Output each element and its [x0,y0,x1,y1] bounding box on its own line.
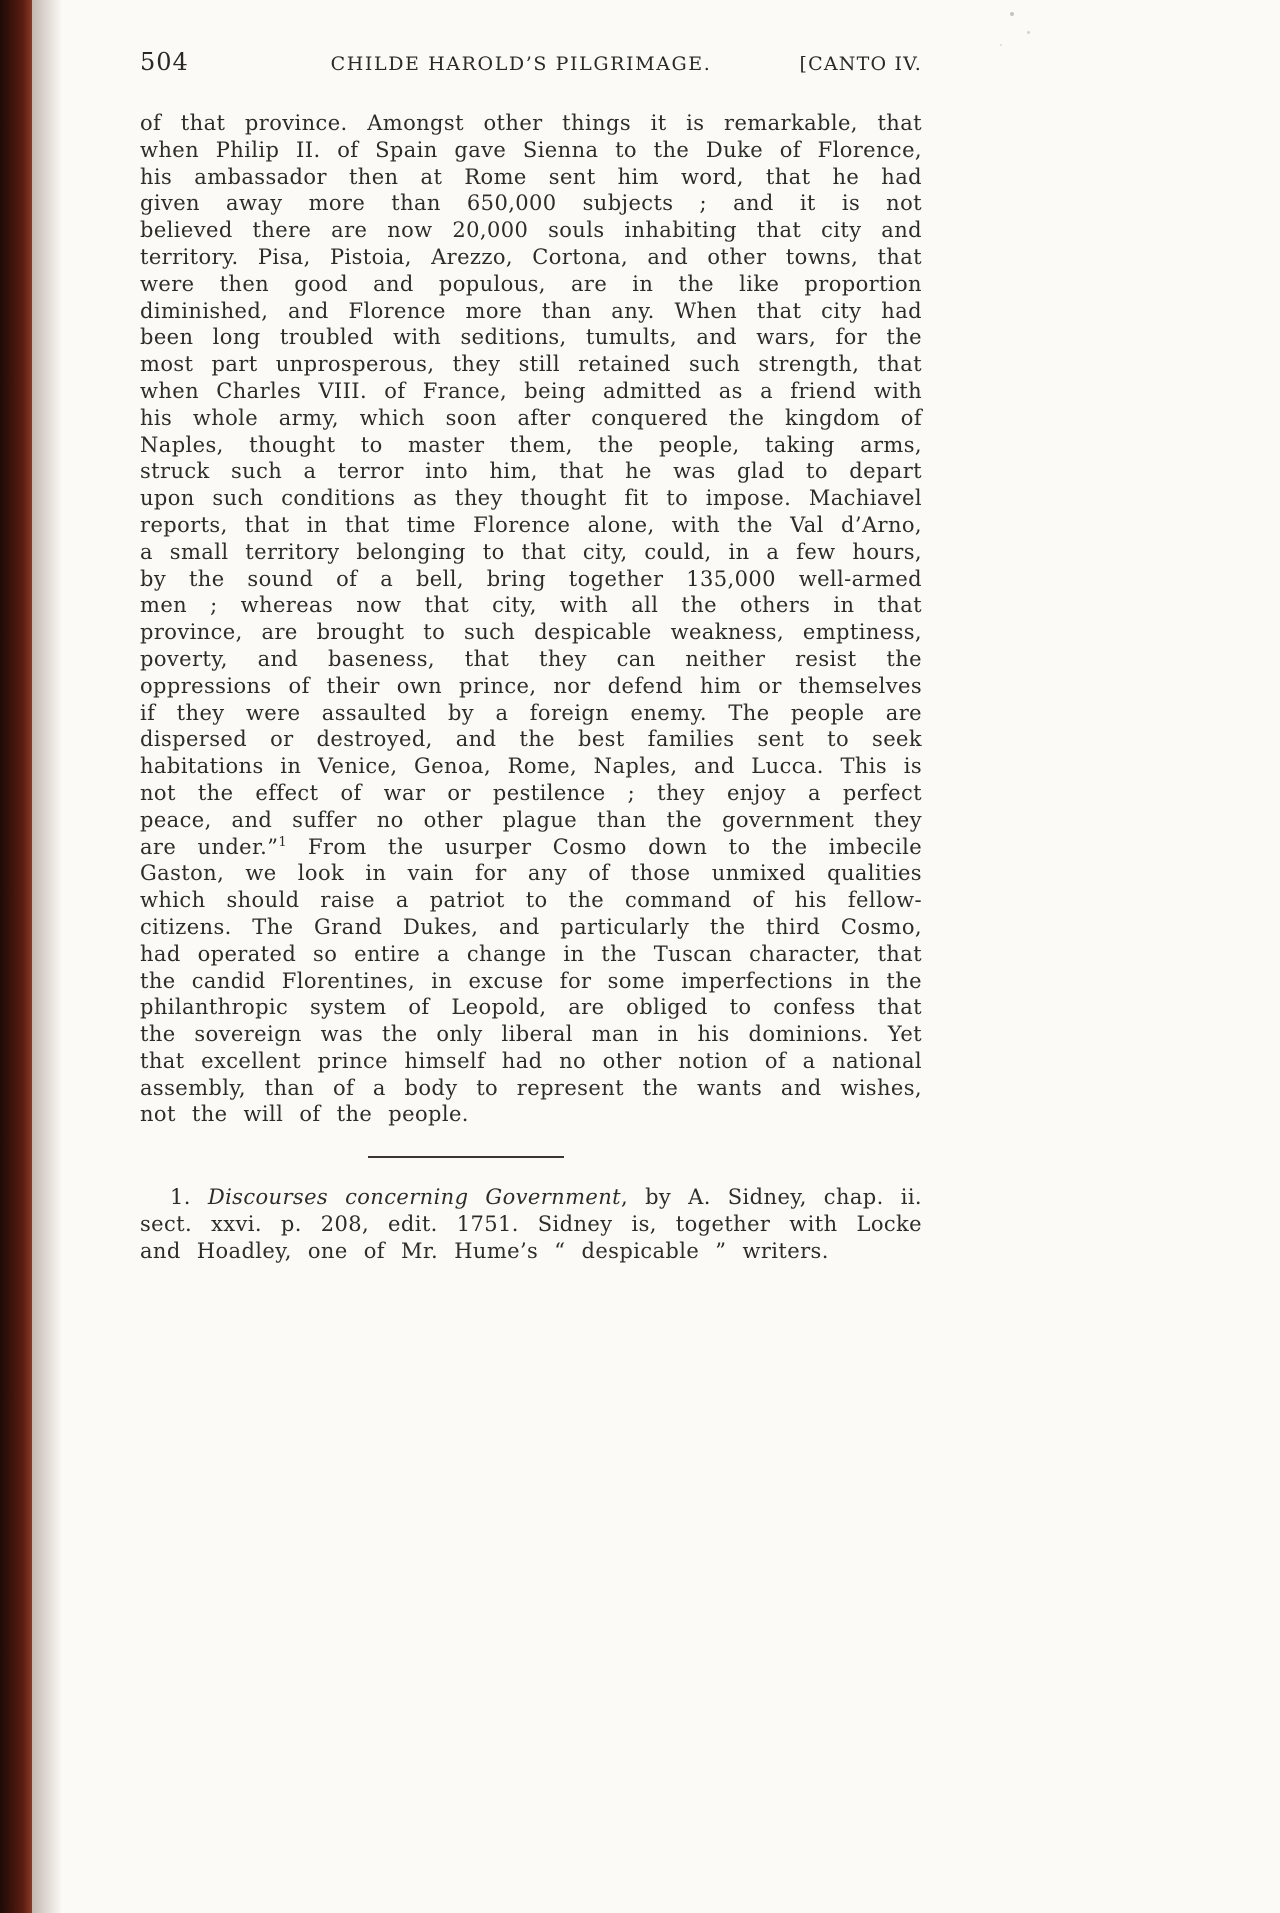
body-text-after-ref: From the usurper Cosmo down to the imbecile Gaston, we look in vain for any of those unmixed qualities which should raise a patriot to the command of his fellow-citizens. The Grand Dukes, and particularly the third Cosmo, had operated so entire a change in the Tuscan character, that the candid Florentines, in excuse for some imperfections in the philanthropic system of Leopold, are obliged to confess that the sovereign was the only liberal man in his dominions. Yet that excellent prince himself had no other notion of a national assembly, than of a body to represent the wants and wishes, not the will of the people. [140,834,923,1127]
book-binding-edge [0,0,32,1913]
page-number: 504 [140,48,189,76]
footnote-work-title: Discourses concerning Government [207,1185,622,1210]
footnote-separator-rule [368,1156,564,1158]
footnote-section [140,1184,922,1265]
footnote-text [140,1184,922,1265]
body-paragraph [140,110,922,1128]
footnote-body: , by A. Sidney, chap. ii. sect. xxvi. p. 208, edit. 1751. Sidney is, together with Locke and Hoadley, one of Mr. Hume’s “ despicable ” writers. [140,1185,923,1264]
text-column [140,48,922,1265]
scan-speckle [1000,44,1002,46]
body-text-before-ref: of that province. Amongst other things it is remarkable, that when Philip II. of Spain gave Sienna to the Duke of Florence, his ambassador then at Rome sent him word, that he had given away more than 650,000 subjects ; and it is not believed there are now 20,000 souls inhabiting that city and territory. Pisa, Pistoia, Arezzo, Cortona, and other towns, that were then good and populous, are in the like proportion diminished, and Florence more than any. When that city had been long troubled with seditions, tumults, and wars, for the most part unprosperous, they still retained such strength, that when Charles VIII. of France, being admitted as a friend with his whole army, which soon after conquered the kingdom of Naples, thought to master them, the people, taking arms, struck such a terror into him, that he was glad to depart upon such conditions as they thought fit to impose. Machiavel reports, that in that time Florence alone, with the Val d’Arno, a small territory belonging to that city, could, in a few hours, by the sound of a bell, bring together 135,000 well-armed men ; whereas now that city, with all the others in that province, are brought to such despicable weakness, emptiness, poverty, and baseness, that they can neither resist the oppressions of their own prince, nor defend him or themselves if they were assaulted by a foreign enemy. The people are dispersed or destroyed, and the best families sent to seek habitations in Venice, Genoa, Rome, Naples, and Lucca. This is not the effect of war or pestilence ; they enjoy a perfect peace, and suffer no other plague than the government they are under.” [140,111,922,859]
running-title: CHILDE HAROLD’S PILGRIMAGE. [330,53,712,75]
book-binding-shadow [32,0,62,1913]
scan-speckle [1027,31,1030,34]
footnote-marker: 1. [170,1185,208,1210]
footnote-reference-superscript: 1 [278,834,287,850]
main-text [140,110,922,1128]
canto-label: [CANTO IV. [799,53,922,75]
page-header [140,48,922,76]
scan-speckle [1010,12,1014,16]
